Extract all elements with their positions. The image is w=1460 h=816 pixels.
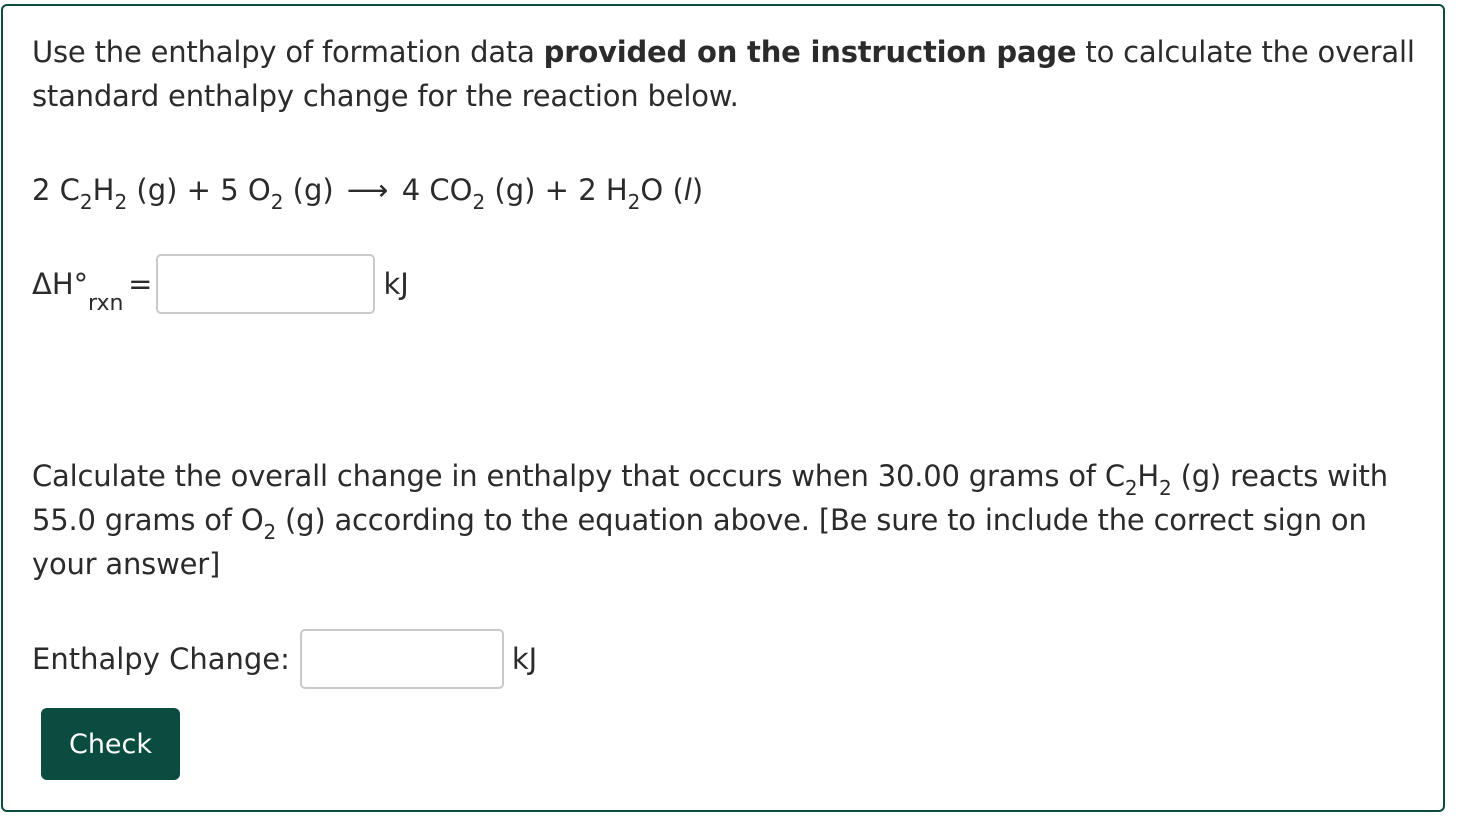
eq-part: 4 CO	[392, 173, 473, 207]
q2-subscript: 2	[1159, 476, 1172, 500]
enthalpy-change-row	[32, 629, 537, 689]
instructions-text-continued: to calculate the overall standard enthalpy change for the reaction below.	[32, 35, 1415, 113]
check-button[interactable]: Check	[41, 708, 180, 780]
q2-part: (g) according to the equation above. [Be sure to include the correct sign on your answer]	[32, 503, 1367, 581]
eq-subscript: 2	[627, 190, 641, 214]
q2-subscript: 2	[263, 520, 276, 544]
question-enthalpy-change	[32, 454, 1422, 586]
eq-part: (g)	[283, 173, 343, 207]
enthalpy-change-input[interactable]	[300, 629, 504, 689]
eq-part: (g) + 2 H	[485, 173, 628, 207]
q2-part: H	[1137, 459, 1160, 493]
enthalpy-change-unit: kJ	[511, 642, 538, 676]
question-instructions	[32, 30, 1422, 118]
eq-subscript: 2	[472, 190, 486, 214]
question-card	[1, 4, 1445, 812]
dh-rxn-row	[32, 254, 409, 314]
equals-sign: =	[128, 267, 153, 301]
reaction-arrow-icon: ⟶	[346, 173, 389, 207]
reaction-equation	[32, 168, 703, 212]
dh-rxn-label	[32, 267, 124, 316]
q2-part: Calculate the overall change in enthalpy that occurs when 30.00 grams of C	[32, 459, 1125, 493]
dh-symbol: ΔH°	[32, 267, 89, 301]
dh-rxn-input[interactable]	[156, 254, 375, 314]
eq-part: O (	[640, 173, 684, 207]
enthalpy-change-label: Enthalpy Change:	[32, 642, 290, 676]
eq-subscript: 2	[114, 190, 128, 214]
eq-part: (g) + 5 O	[127, 173, 271, 207]
instruction-page-emphasis: provided on the instruction page	[543, 35, 1077, 69]
eq-part: H	[92, 173, 115, 207]
q2-subscript: 2	[1124, 476, 1138, 500]
eq-subscript: 2	[79, 190, 93, 214]
rxn-subscript: rxn	[88, 291, 124, 316]
eq-liquid-state: l	[683, 173, 692, 207]
q2-part: (g) reacts with 55.0 grams of O	[32, 459, 1388, 537]
eq-subscript: 2	[270, 190, 284, 214]
instructions-text: Use the enthalpy of formation data	[32, 35, 544, 69]
dh-rxn-unit: kJ	[383, 267, 409, 301]
eq-part: )	[691, 173, 704, 207]
eq-part: 2 C	[32, 173, 80, 207]
